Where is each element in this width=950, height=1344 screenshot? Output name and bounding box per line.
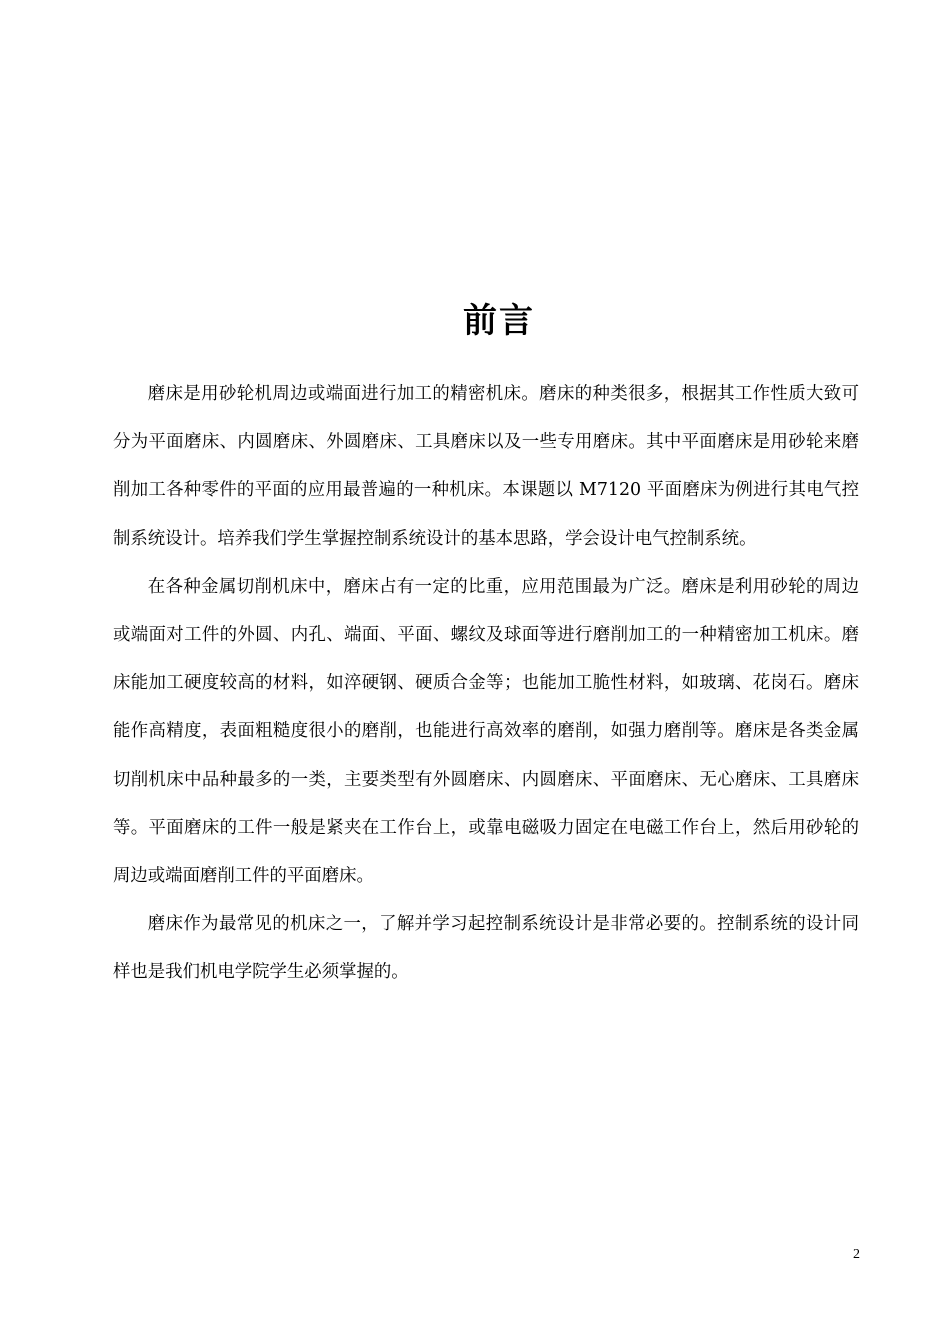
- page-number: 2: [853, 1247, 860, 1262]
- paragraph-3: 磨床作为最常见的机床之一，了解并学习起控制系统设计是非常必要的。控制系统的设计同样也是我们机电学院学生必须掌握的。: [113, 914, 859, 983]
- paragraph-2: 在各种金属切削机床中，磨床占有一定的比重，应用范围最为广泛。磨床是利用砂轮的周边或端面对工件的外圆、内孔、端面、平面、螺纹及球面等进行磨削加工的一种精密加工机床。磨床能加工硬度较高的材料，如淬硬钢、硬质合金等；也能加工脆性材料，如玻璃、花岗石。磨床能作高精度，表面粗糙度很小的磨削，也能进行高效率的磨削，如强力磨削等。磨床是各类金属切削机床中品种最多的一类，主要类型有外圆磨床、内圆磨床、平面磨床、无心磨床、工具磨床等。平面磨床的工件一般是紧夹在工作台上，或靠电磁吸力固定在电磁工作台上，然后用砂轮的周边或端面磨削工件的平面磨床。: [113, 576, 859, 887]
- page-title: 前言: [463, 301, 535, 341]
- paragraph-1: 磨床是用砂轮机周边或端面进行加工的精密机床。磨床的种类很多，根据其工作性质大致可分为平面磨床、内圆磨床、外圆磨床、工具磨床以及一些专用磨床。其中平面磨床是用砂轮来磨削加工各种零件的平面的应用最普遍的一种机床。本课题以 M7120 平面磨床为例进行其电气控制系统设计。培养我们学生掌握控制系统设计的基本思路，学会设计电气控制系统。: [113, 384, 859, 549]
- document-body: [113, 370, 859, 997]
